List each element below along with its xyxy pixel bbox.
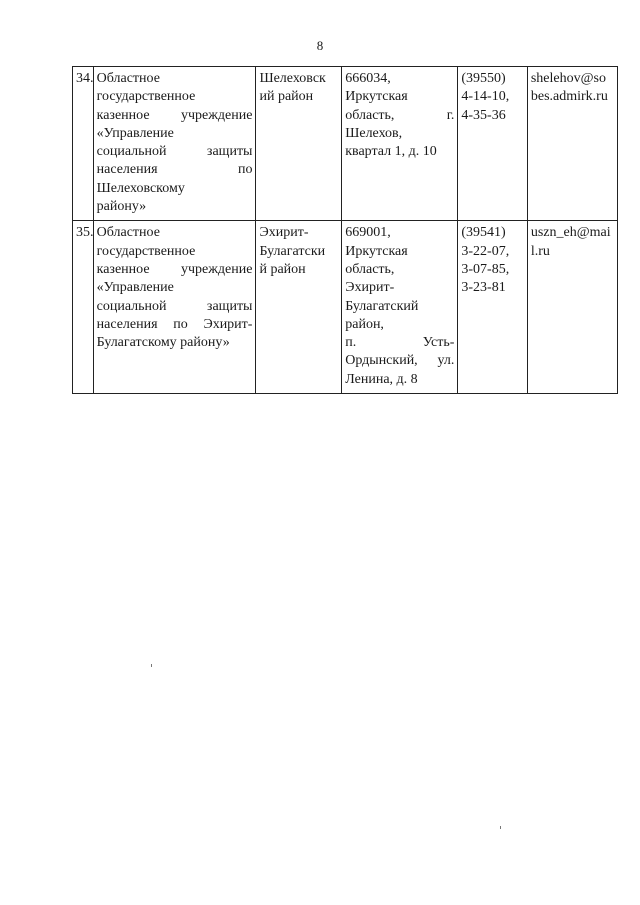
table-row <box>73 67 618 221</box>
name-line: Шелеховскому <box>96 180 185 196</box>
address-line: область, <box>345 261 395 277</box>
scan-speck <box>151 664 152 667</box>
address-cell <box>342 221 458 394</box>
phone-line: 4-35-36 <box>461 107 506 123</box>
email-line: shelehov@so <box>530 71 606 86</box>
district-line: ий район <box>259 89 314 105</box>
address-line: Ленина, д. 8 <box>345 371 418 387</box>
district-line: Шелеховск <box>259 71 326 86</box>
name-line: государственное <box>96 89 196 105</box>
phone-cell <box>458 221 527 394</box>
phone-line: 4-14-10, <box>461 89 510 105</box>
row-number-cell <box>73 67 94 221</box>
district-line: Эхирит- <box>259 225 309 241</box>
phone-line: (39541) <box>461 225 506 241</box>
name-line: «Управление <box>96 280 174 296</box>
name-line: социальной защиты <box>96 144 253 160</box>
address-line: Шелехов, <box>345 125 403 141</box>
address-line: район, <box>345 316 384 332</box>
name-line: казенное учреждение <box>96 107 253 123</box>
row-number: 34. <box>76 71 94 86</box>
phone-line: (39550) <box>461 71 506 86</box>
name-line: Булагатскому району» <box>96 335 230 351</box>
phone-line: 3-07-85, <box>461 261 510 277</box>
name-line: государственное <box>96 243 196 259</box>
address-line: Эхирит- <box>345 280 395 296</box>
email-line: l.ru <box>530 243 550 259</box>
address-line: 669001, <box>345 225 391 241</box>
district-cell <box>256 221 342 394</box>
address-line: Булагатский <box>345 298 419 314</box>
page-number: 8 <box>316 38 324 53</box>
email-cell <box>527 221 617 394</box>
name-line: казенное учреждение <box>96 261 253 277</box>
email-line: bes.admirk.ru <box>530 89 608 105</box>
row-number: 35. <box>76 225 94 241</box>
email-line: uszn_eh@mai <box>530 225 611 241</box>
institution-name-cell <box>93 67 256 221</box>
name-line: населения по Эхирит- <box>96 316 253 332</box>
phone-cell <box>458 67 527 221</box>
institutions-table <box>72 66 618 394</box>
address-line: п. Усть- <box>345 335 455 351</box>
row-number-cell <box>73 221 94 394</box>
name-line: району» <box>96 199 147 215</box>
district-cell <box>256 67 342 221</box>
name-line: социальной защиты <box>96 298 253 314</box>
district-line: й район <box>259 261 306 277</box>
table-row <box>73 221 618 394</box>
name-line: Областное <box>96 71 160 86</box>
name-line: «Управление <box>96 125 174 141</box>
address-line: квартал 1, д. 10 <box>345 144 437 160</box>
address-line: Иркутская <box>345 243 408 259</box>
institution-name-cell <box>93 221 256 394</box>
address-line: область, г. <box>345 107 455 123</box>
email-cell <box>527 67 617 221</box>
address-line: Ордынский, ул. <box>345 353 455 369</box>
address-line: Иркутская <box>345 89 408 105</box>
address-line: 666034, <box>345 71 391 86</box>
address-cell <box>342 67 458 221</box>
name-line: Областное <box>96 225 160 241</box>
district-line: Булагатски <box>259 243 326 259</box>
phone-line: 3-23-81 <box>461 280 506 296</box>
phone-line: 3-22-07, <box>461 243 510 259</box>
scan-speck <box>500 826 501 829</box>
name-line: населения по <box>96 162 253 178</box>
